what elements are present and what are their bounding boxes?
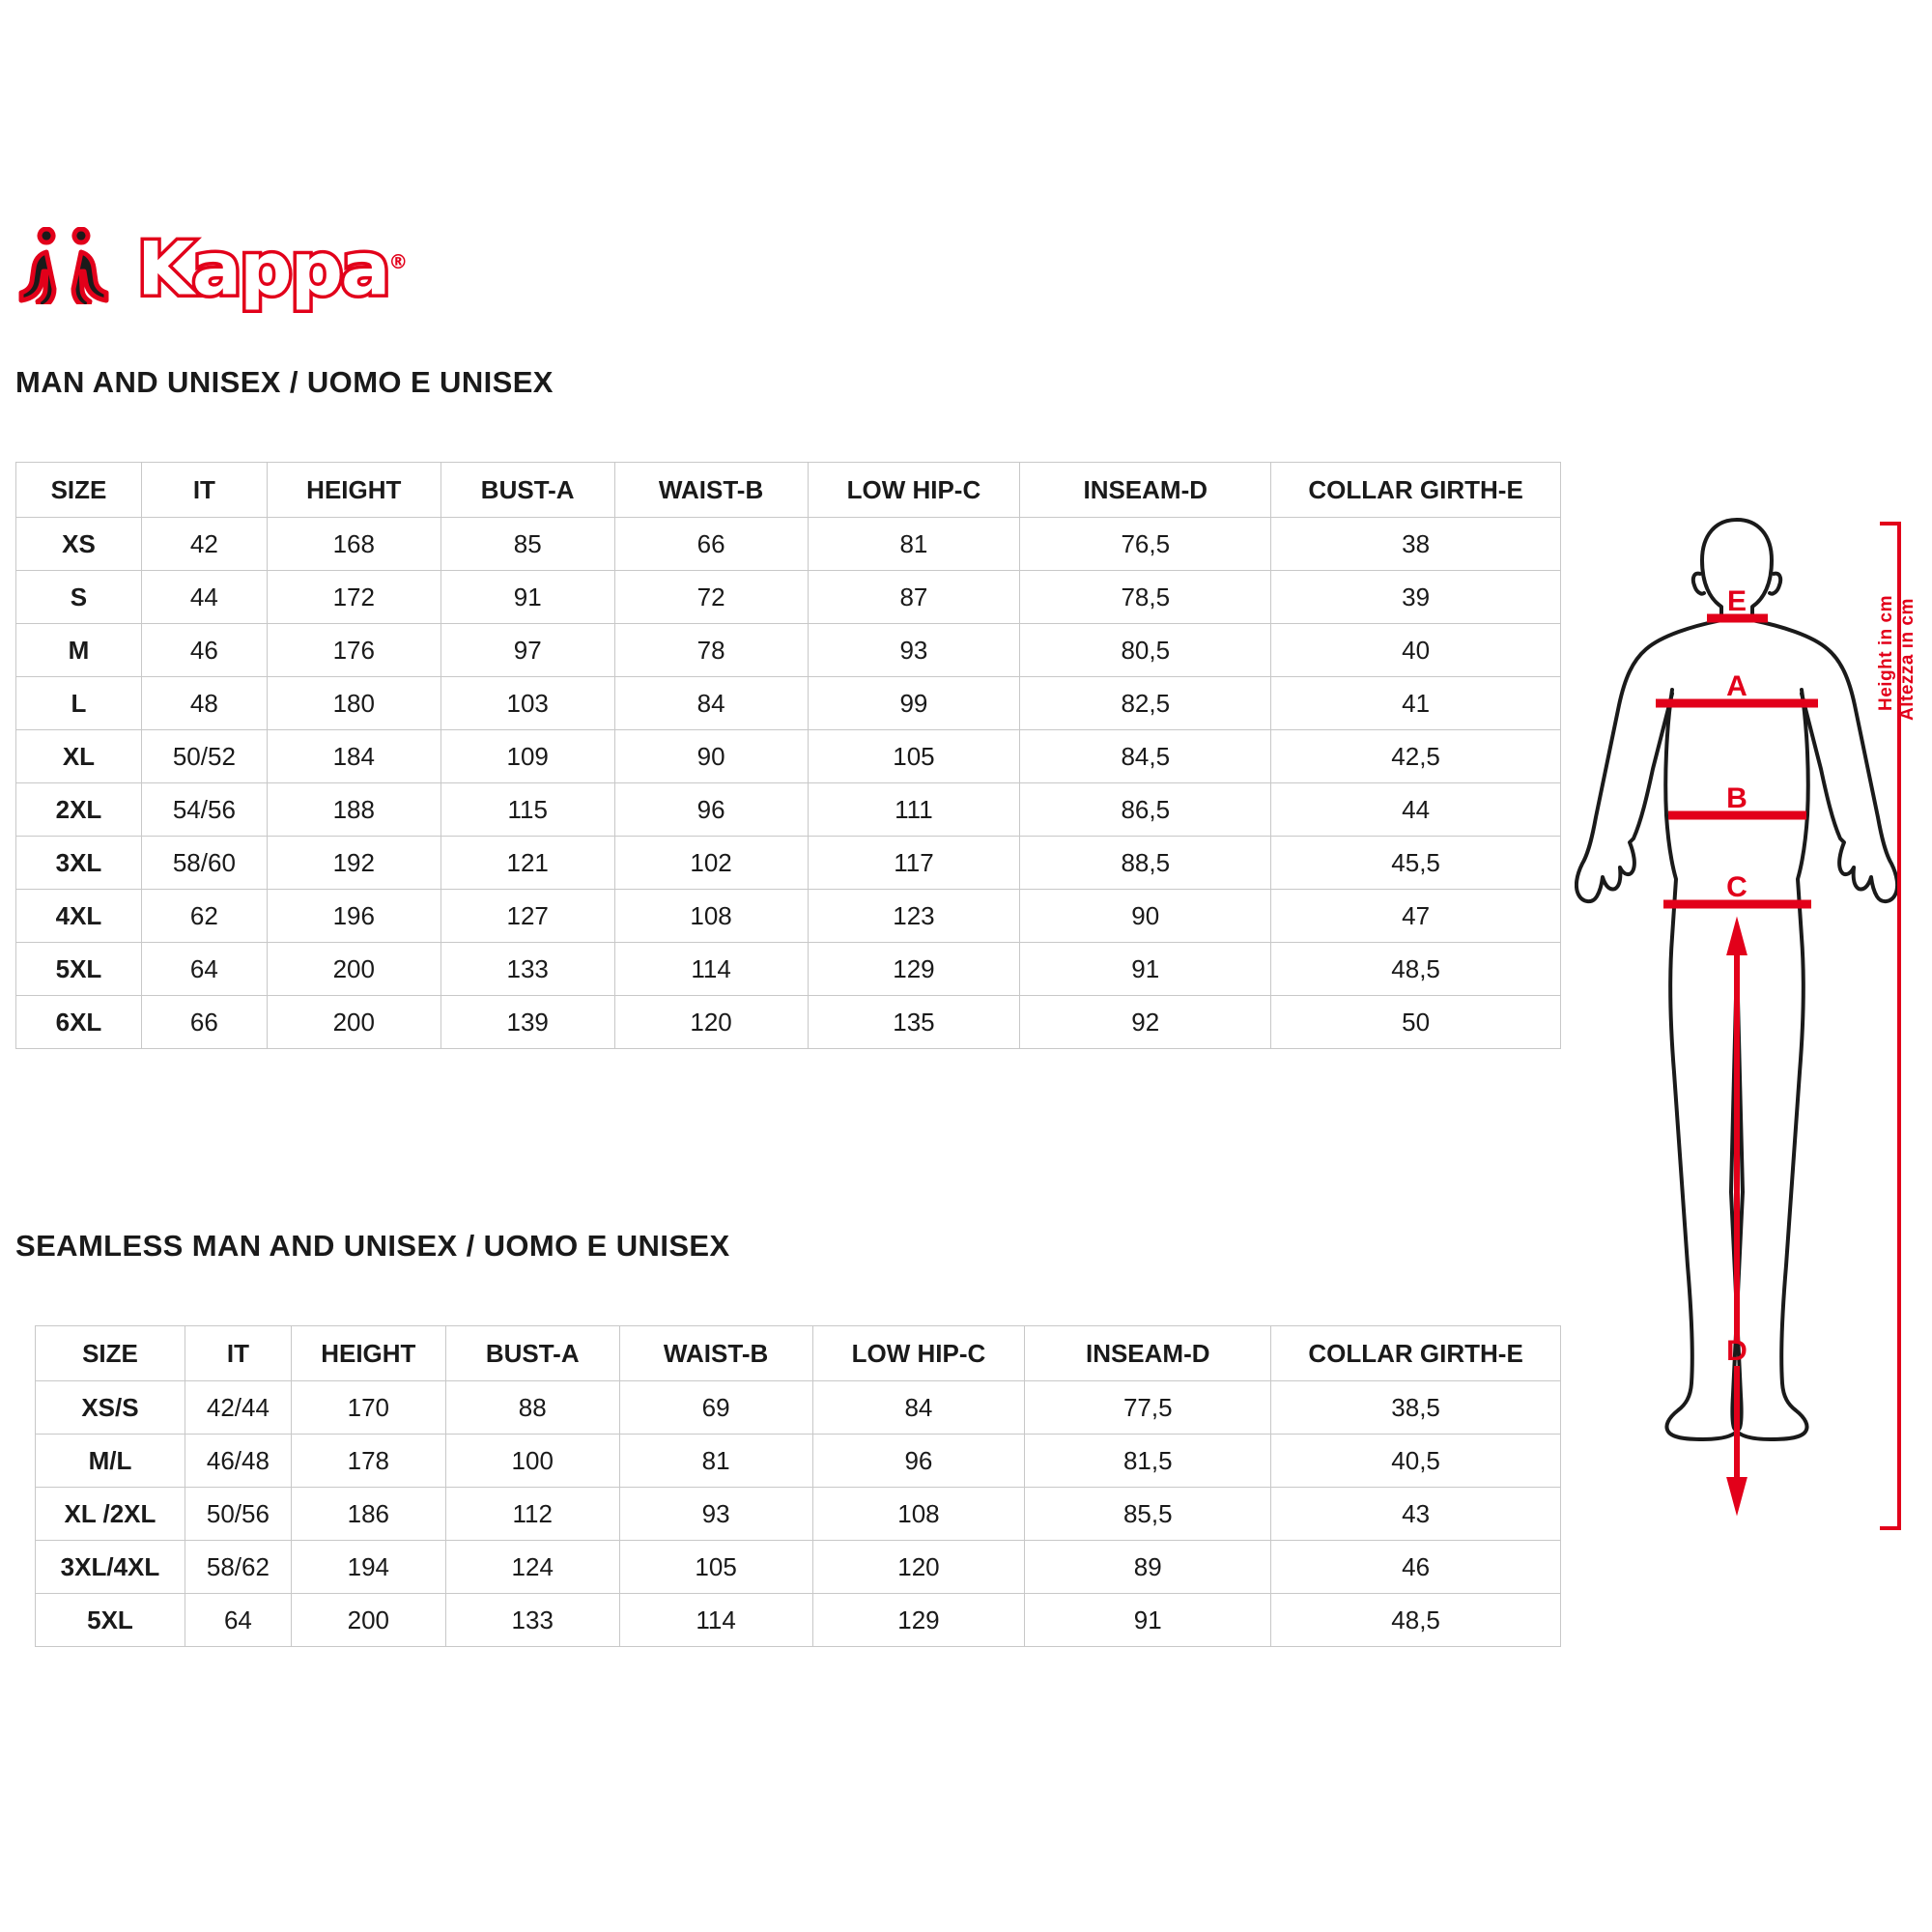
cell-collar-girth: 47 bbox=[1271, 890, 1561, 943]
cell-waist: 102 bbox=[614, 837, 808, 890]
cell-collar-girth: 46 bbox=[1271, 1541, 1561, 1594]
cell-bust: 100 bbox=[445, 1435, 619, 1488]
column-header-low-hip: LOW HIP-C bbox=[812, 1326, 1025, 1381]
cell-it: 42/44 bbox=[185, 1381, 291, 1435]
cell-low-hip: 129 bbox=[812, 1594, 1025, 1647]
table-row bbox=[16, 518, 1561, 571]
cell-height: 200 bbox=[291, 1594, 445, 1647]
cell-collar-girth: 41 bbox=[1271, 677, 1561, 730]
cell-size: 5XL bbox=[16, 943, 142, 996]
cell-collar-girth: 39 bbox=[1271, 571, 1561, 624]
cell-waist: 72 bbox=[614, 571, 808, 624]
column-header-inseam: INSEAM-D bbox=[1020, 463, 1271, 518]
marker-label-E: E bbox=[1726, 585, 1747, 617]
registered-mark: ® bbox=[388, 250, 407, 274]
cell-it: 46/48 bbox=[185, 1435, 291, 1488]
kappa-omini-logo-icon bbox=[17, 227, 124, 304]
cell-waist: 66 bbox=[614, 518, 808, 571]
cell-low-hip: 120 bbox=[812, 1541, 1025, 1594]
cell-inseam: 90 bbox=[1020, 890, 1271, 943]
cell-low-hip: 129 bbox=[808, 943, 1020, 996]
cell-it: 64 bbox=[141, 943, 267, 996]
cell-height: 172 bbox=[267, 571, 440, 624]
table-header-row bbox=[16, 463, 1561, 518]
cell-inseam: 84,5 bbox=[1020, 730, 1271, 783]
cell-it: 58/60 bbox=[141, 837, 267, 890]
table-row bbox=[16, 837, 1561, 890]
cell-collar-girth: 38 bbox=[1271, 518, 1561, 571]
cell-size: M bbox=[16, 624, 142, 677]
cell-low-hip: 93 bbox=[808, 624, 1020, 677]
cell-low-hip: 135 bbox=[808, 996, 1020, 1049]
column-header-waist: WAIST-B bbox=[619, 1326, 812, 1381]
cell-size: 5XL bbox=[36, 1594, 185, 1647]
cell-inseam: 88,5 bbox=[1020, 837, 1271, 890]
cell-size: 3XL bbox=[16, 837, 142, 890]
brand-logo bbox=[17, 222, 539, 312]
cell-it: 64 bbox=[185, 1594, 291, 1647]
table-row bbox=[36, 1594, 1561, 1647]
size-table-man bbox=[15, 462, 1561, 1049]
cell-bust: 124 bbox=[445, 1541, 619, 1594]
cell-waist: 96 bbox=[614, 783, 808, 837]
cell-size: 4XL bbox=[16, 890, 142, 943]
cell-low-hip: 123 bbox=[808, 890, 1020, 943]
cell-size: 3XL/4XL bbox=[36, 1541, 185, 1594]
cell-height: 168 bbox=[267, 518, 440, 571]
cell-inseam: 77,5 bbox=[1025, 1381, 1271, 1435]
cell-inseam: 85,5 bbox=[1025, 1488, 1271, 1541]
cell-size: 6XL bbox=[16, 996, 142, 1049]
cell-size: XS/S bbox=[36, 1381, 185, 1435]
cell-size: L bbox=[16, 677, 142, 730]
cell-size: 2XL bbox=[16, 783, 142, 837]
cell-it: 50/52 bbox=[141, 730, 267, 783]
table-row bbox=[16, 677, 1561, 730]
marker-label-A: A bbox=[1726, 670, 1747, 702]
cell-height: 178 bbox=[291, 1435, 445, 1488]
cell-bust: 133 bbox=[440, 943, 614, 996]
cell-height: 192 bbox=[267, 837, 440, 890]
cell-inseam: 81,5 bbox=[1025, 1435, 1271, 1488]
cell-low-hip: 111 bbox=[808, 783, 1020, 837]
cell-inseam: 91 bbox=[1025, 1594, 1271, 1647]
column-header-collar-girth: COLLAR GIRTH-E bbox=[1271, 463, 1561, 518]
brand-wordmark: Kappa® bbox=[137, 225, 407, 312]
cell-it: 42 bbox=[141, 518, 267, 571]
column-header-bust: BUST-A bbox=[445, 1326, 619, 1381]
column-header-inseam: INSEAM-D bbox=[1025, 1326, 1271, 1381]
marker-label-D: D bbox=[1726, 1335, 1747, 1367]
cell-waist: 78 bbox=[614, 624, 808, 677]
cell-waist: 114 bbox=[619, 1594, 812, 1647]
cell-height: 186 bbox=[291, 1488, 445, 1541]
cell-collar-girth: 43 bbox=[1271, 1488, 1561, 1541]
size-table-seamless bbox=[35, 1325, 1561, 1647]
column-header-it: IT bbox=[185, 1326, 291, 1381]
cell-height: 180 bbox=[267, 677, 440, 730]
cell-collar-girth: 50 bbox=[1271, 996, 1561, 1049]
cell-bust: 88 bbox=[445, 1381, 619, 1435]
cell-collar-girth: 38,5 bbox=[1271, 1381, 1561, 1435]
cell-collar-girth: 44 bbox=[1271, 783, 1561, 837]
cell-collar-girth: 42,5 bbox=[1271, 730, 1561, 783]
cell-size: XL bbox=[16, 730, 142, 783]
table-header-row bbox=[36, 1326, 1561, 1381]
table-row bbox=[36, 1541, 1561, 1594]
cell-bust: 139 bbox=[440, 996, 614, 1049]
cell-height: 196 bbox=[267, 890, 440, 943]
cell-height: 184 bbox=[267, 730, 440, 783]
male-body-measurement-diagram-icon bbox=[1575, 510, 1918, 1621]
column-header-height: HEIGHT bbox=[267, 463, 440, 518]
cell-bust: 115 bbox=[440, 783, 614, 837]
cell-height: 194 bbox=[291, 1541, 445, 1594]
cell-height: 176 bbox=[267, 624, 440, 677]
cell-size: XL /2XL bbox=[36, 1488, 185, 1541]
cell-collar-girth: 48,5 bbox=[1271, 943, 1561, 996]
marker-label-B: B bbox=[1726, 782, 1747, 814]
cell-inseam: 82,5 bbox=[1020, 677, 1271, 730]
height-axis-label bbox=[1859, 527, 1918, 759]
table-row bbox=[16, 890, 1561, 943]
cell-it: 50/56 bbox=[185, 1488, 291, 1541]
cell-size: S bbox=[16, 571, 142, 624]
cell-it: 48 bbox=[141, 677, 267, 730]
column-header-size: SIZE bbox=[16, 463, 142, 518]
cell-it: 46 bbox=[141, 624, 267, 677]
cell-low-hip: 84 bbox=[812, 1381, 1025, 1435]
cell-low-hip: 87 bbox=[808, 571, 1020, 624]
cell-collar-girth: 40,5 bbox=[1271, 1435, 1561, 1488]
height-axis-label-it: Altezza in cm bbox=[1897, 598, 1918, 721]
cell-collar-girth: 48,5 bbox=[1271, 1594, 1561, 1647]
cell-waist: 93 bbox=[619, 1488, 812, 1541]
section-title-seamless: SEAMLESS MAN AND UNISEX / UOMO E UNISEX bbox=[15, 1229, 730, 1263]
cell-low-hip: 108 bbox=[812, 1488, 1025, 1541]
cell-inseam: 91 bbox=[1020, 943, 1271, 996]
cell-waist: 81 bbox=[619, 1435, 812, 1488]
column-header-low-hip: LOW HIP-C bbox=[808, 463, 1020, 518]
cell-inseam: 92 bbox=[1020, 996, 1271, 1049]
table-row bbox=[16, 996, 1561, 1049]
cell-bust: 112 bbox=[445, 1488, 619, 1541]
cell-bust: 97 bbox=[440, 624, 614, 677]
cell-waist: 69 bbox=[619, 1381, 812, 1435]
table-row bbox=[36, 1381, 1561, 1435]
table-row bbox=[36, 1488, 1561, 1541]
cell-waist: 114 bbox=[614, 943, 808, 996]
cell-low-hip: 117 bbox=[808, 837, 1020, 890]
section-title-man: MAN AND UNISEX / UOMO E UNISEX bbox=[15, 365, 554, 399]
cell-bust: 103 bbox=[440, 677, 614, 730]
cell-height: 200 bbox=[267, 996, 440, 1049]
cell-waist: 90 bbox=[614, 730, 808, 783]
cell-size: M/L bbox=[36, 1435, 185, 1488]
cell-inseam: 80,5 bbox=[1020, 624, 1271, 677]
column-header-waist: WAIST-B bbox=[614, 463, 808, 518]
cell-waist: 84 bbox=[614, 677, 808, 730]
table-row bbox=[16, 730, 1561, 783]
cell-low-hip: 81 bbox=[808, 518, 1020, 571]
cell-height: 200 bbox=[267, 943, 440, 996]
cell-it: 66 bbox=[141, 996, 267, 1049]
cell-bust: 109 bbox=[440, 730, 614, 783]
column-header-height: HEIGHT bbox=[291, 1326, 445, 1381]
cell-it: 62 bbox=[141, 890, 267, 943]
table-row bbox=[16, 783, 1561, 837]
cell-low-hip: 96 bbox=[812, 1435, 1025, 1488]
table-row bbox=[16, 571, 1561, 624]
cell-height: 188 bbox=[267, 783, 440, 837]
cell-bust: 121 bbox=[440, 837, 614, 890]
cell-collar-girth: 45,5 bbox=[1271, 837, 1561, 890]
column-header-it: IT bbox=[141, 463, 267, 518]
table-row bbox=[16, 943, 1561, 996]
marker-label-C: C bbox=[1726, 871, 1747, 903]
cell-inseam: 76,5 bbox=[1020, 518, 1271, 571]
cell-waist: 105 bbox=[619, 1541, 812, 1594]
cell-it: 44 bbox=[141, 571, 267, 624]
table-row bbox=[36, 1435, 1561, 1488]
cell-it: 54/56 bbox=[141, 783, 267, 837]
cell-bust: 127 bbox=[440, 890, 614, 943]
cell-bust: 133 bbox=[445, 1594, 619, 1647]
table-row bbox=[16, 624, 1561, 677]
cell-collar-girth: 40 bbox=[1271, 624, 1561, 677]
cell-inseam: 89 bbox=[1025, 1541, 1271, 1594]
cell-inseam: 86,5 bbox=[1020, 783, 1271, 837]
cell-inseam: 78,5 bbox=[1020, 571, 1271, 624]
cell-waist: 108 bbox=[614, 890, 808, 943]
cell-size: XS bbox=[16, 518, 142, 571]
height-axis-label-en: Height in cm bbox=[1876, 594, 1896, 711]
cell-low-hip: 99 bbox=[808, 677, 1020, 730]
column-header-size: SIZE bbox=[36, 1326, 185, 1381]
cell-height: 170 bbox=[291, 1381, 445, 1435]
cell-low-hip: 105 bbox=[808, 730, 1020, 783]
cell-bust: 91 bbox=[440, 571, 614, 624]
cell-waist: 120 bbox=[614, 996, 808, 1049]
cell-it: 58/62 bbox=[185, 1541, 291, 1594]
cell-bust: 85 bbox=[440, 518, 614, 571]
column-header-collar-girth: COLLAR GIRTH-E bbox=[1271, 1326, 1561, 1381]
column-header-bust: BUST-A bbox=[440, 463, 614, 518]
